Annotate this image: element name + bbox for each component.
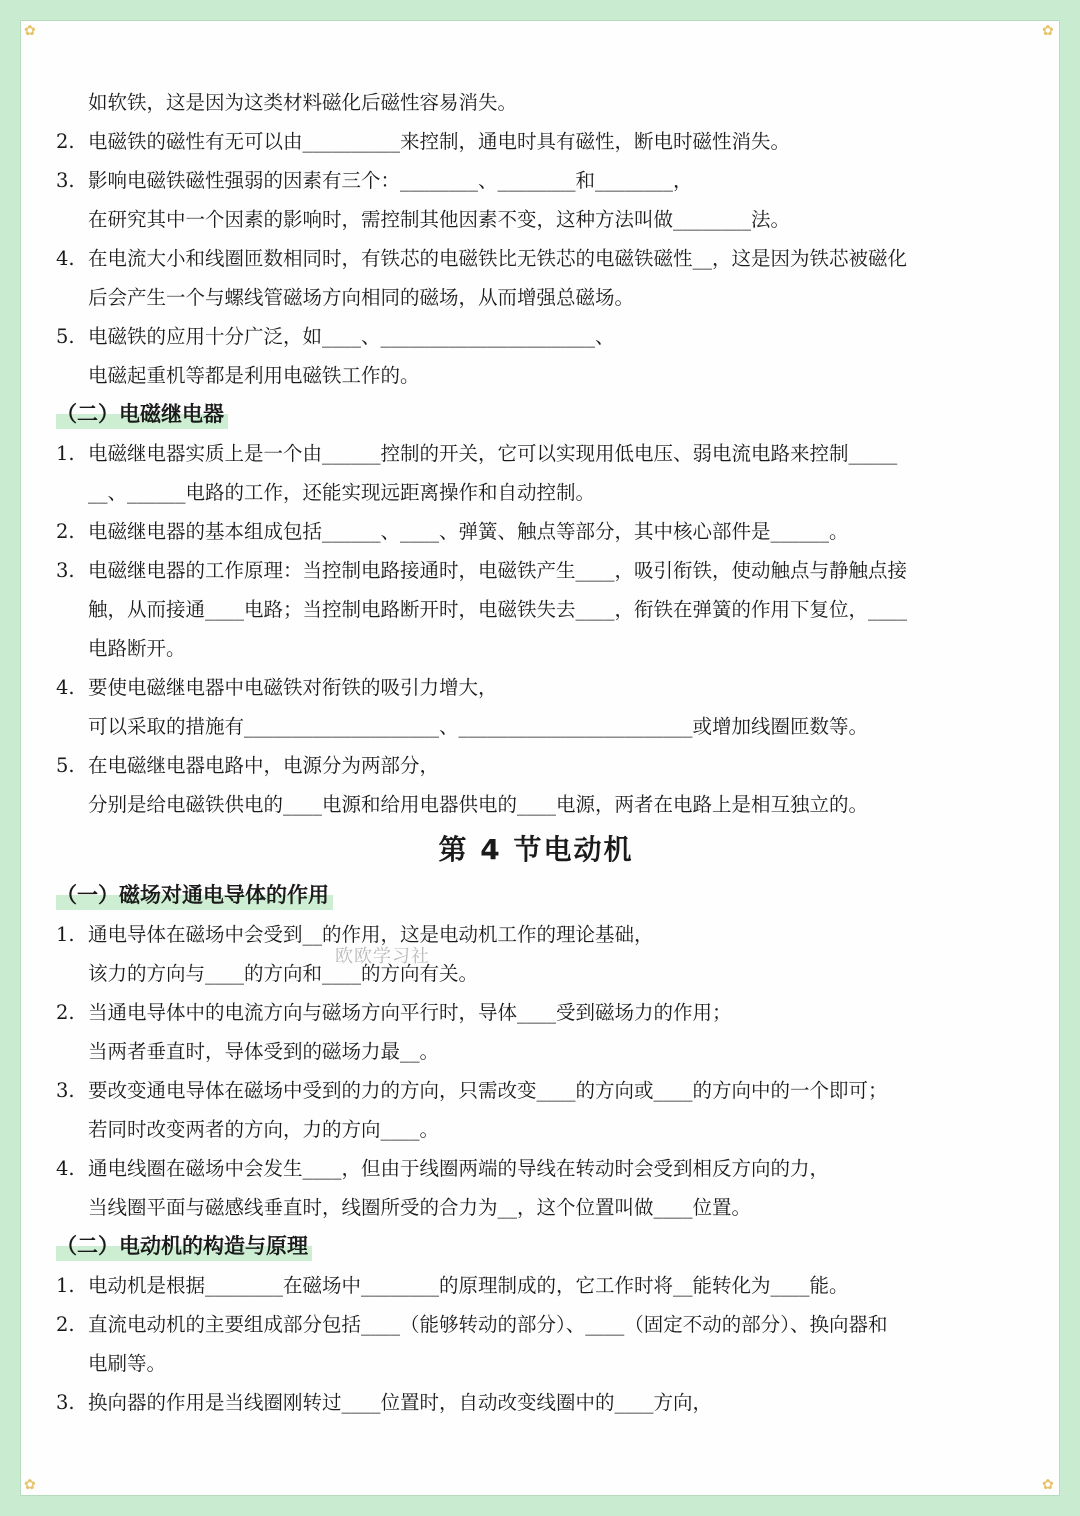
question-text: 通电线圈在磁场中会发生____，但由于线圈两端的导线在转动时会受到相反方向的力， [88,1157,830,1180]
question-number: 1. [56,442,75,465]
question-text: 电动机是根据________在磁场中________的原理制成的，它工作时将__能转化为____能。 [88,1274,849,1297]
question-text: 该力的方向与____的方向和____的方向有关。 [88,962,479,985]
question-text: 如软铁，这是因为这类材料磁化后磁性容易消失。 [88,91,518,114]
question-line [56,1071,1016,1110]
question-text: 在研究其中一个因素的影响时，需控制其他因素不变，这种方法叫做________法。 [88,208,791,231]
question-text: 若同时改变两者的方向，力的方向____。 [88,1118,440,1141]
question-line [56,668,1016,707]
question-text: 电刷等。 [88,1352,167,1375]
corner-flower-icon: ✿ [1042,23,1054,39]
question-text: 当两者垂直时，导体受到的磁场力最__。 [88,1040,440,1063]
question-line [56,239,1016,278]
question-line [56,993,1016,1032]
question-text: 当线圈平面与磁感线垂直时，线圈所受的合力为__，这个位置叫做____位置。 [88,1196,752,1219]
question-line [56,356,1016,395]
question-text: 要使电磁继电器中电磁铁对衔铁的吸引力增大， [88,676,498,699]
question-line [56,746,1016,785]
question-number: 1. [56,923,75,946]
question-text: 电磁铁的磁性有无可以由__________来控制，通电时具有磁性，断电时磁性消失。 [88,130,791,153]
question-line [56,1383,1016,1422]
question-number: 4. [56,676,75,699]
question-text: 电磁继电器的基本组成包括______、____、弹簧、触点等部分，其中核心部件是______。 [88,520,849,543]
question-line [56,1032,1016,1071]
question-text: 电磁起重机等都是利用电磁铁工作的。 [88,364,420,387]
question-line [56,1149,1016,1188]
question-text: 后会产生一个与螺线管磁场方向相同的磁场，从而增强总磁场。 [88,286,635,309]
question-line [56,1305,1016,1344]
question-text: 直流电动机的主要组成部分包括____（能够转动的部分）、____（固定不动的部分）、换向器和 [88,1313,888,1336]
corner-flower-icon: ✿ [24,1477,36,1493]
question-number: 3. [56,1391,75,1414]
question-number: 3. [56,559,75,582]
section-heading-motor: （二）电动机的构造与原理 [56,1227,1016,1266]
question-text: 在电磁继电器电路中，电源分为两部分， [88,754,440,777]
question-number: 1. [56,1274,75,1297]
question-line [56,551,1016,590]
question-line [56,954,1016,993]
worksheet-content [56,83,1016,1422]
question-text: 在电流大小和线圈匝数相同时，有铁芯的电磁铁比无铁芯的电磁铁磁性__，这是因为铁芯被磁化 [88,247,908,270]
question-text: 换向器的作用是当线圈刚转过____位置时，自动改变线圈中的____方向， [88,1391,713,1414]
corner-flower-icon: ✿ [1042,1477,1054,1493]
question-number: 3. [56,1079,75,1102]
question-number: 2. [56,1001,75,1024]
question-line [56,1110,1016,1149]
question-line [56,707,1016,746]
question-line [56,317,1016,356]
question-number: 4. [56,247,75,270]
question-line [56,200,1016,239]
question-line [56,785,1016,824]
electromagnet-questions [56,83,1016,395]
question-text: 电路断开。 [88,637,186,660]
question-text: 分别是给电磁铁供电的____电源和给用电器供电的____电源，两者在电路上是相互独立的。 [88,793,869,816]
question-line [56,590,1016,629]
question-line [56,1188,1016,1227]
question-number: 4. [56,1157,75,1180]
question-number: 2. [56,130,75,153]
watermark: 欧欧学习社 [335,946,430,967]
section-heading-force: （一）磁场对通电导体的作用 [56,876,1016,915]
question-text: 电磁继电器实质上是一个由______控制的开关，它可以实现用低电压、弱电流电路来控制_____ [88,442,898,465]
question-number: 2. [56,1313,75,1336]
relay-questions [56,434,1016,824]
question-text: 可以采取的措施有____________________、________________________或增加线圈匝数等。 [88,715,869,738]
question-text: 触，从而接通____电路；当控制电路断开时，电磁铁失去____，衔铁在弹簧的作用下复位，____ [88,598,908,621]
section-heading-relay: （二）电磁继电器 [56,395,1016,434]
question-number: 3. [56,169,75,192]
question-line [56,122,1016,161]
question-line [56,434,1016,473]
question-number: 5. [56,754,75,777]
question-line [56,1266,1016,1305]
question-text: __、______电路的工作，还能实现远距离操作和自动控制。 [88,481,596,504]
force-questions [56,915,1016,1227]
question-text: 电磁铁的应用十分广泛，如____、______________________、 [88,325,615,348]
question-line [56,473,1016,512]
chapter-title: 第 4 节电动机 [438,833,634,866]
question-line [56,512,1016,551]
motor-questions [56,1266,1016,1422]
question-text: 影响电磁铁磁性强弱的因素有三个：________、________和________， [88,169,693,192]
question-number: 2. [56,520,75,543]
question-line [56,1344,1016,1383]
question-line [56,83,1016,122]
question-text: 当通电导体中的电流方向与磁场方向平行时，导体____受到磁场力的作用； [88,1001,732,1024]
question-line [56,278,1016,317]
question-line [56,161,1016,200]
question-text: 通电导体在磁场中会受到__的作用，这是电动机工作的理论基础， [88,923,654,946]
question-text: 要改变通电导体在磁场中受到的力的方向，只需改变____的方向或____的方向中的一个即可； [88,1079,888,1102]
question-line [56,915,1016,954]
question-line [56,629,1016,668]
corner-flower-icon: ✿ [24,23,36,39]
question-number: 5. [56,325,75,348]
question-text: 电磁继电器的工作原理：当控制电路接通时，电磁铁产生____，吸引衔铁，使动触点与静触点接 [88,559,908,582]
